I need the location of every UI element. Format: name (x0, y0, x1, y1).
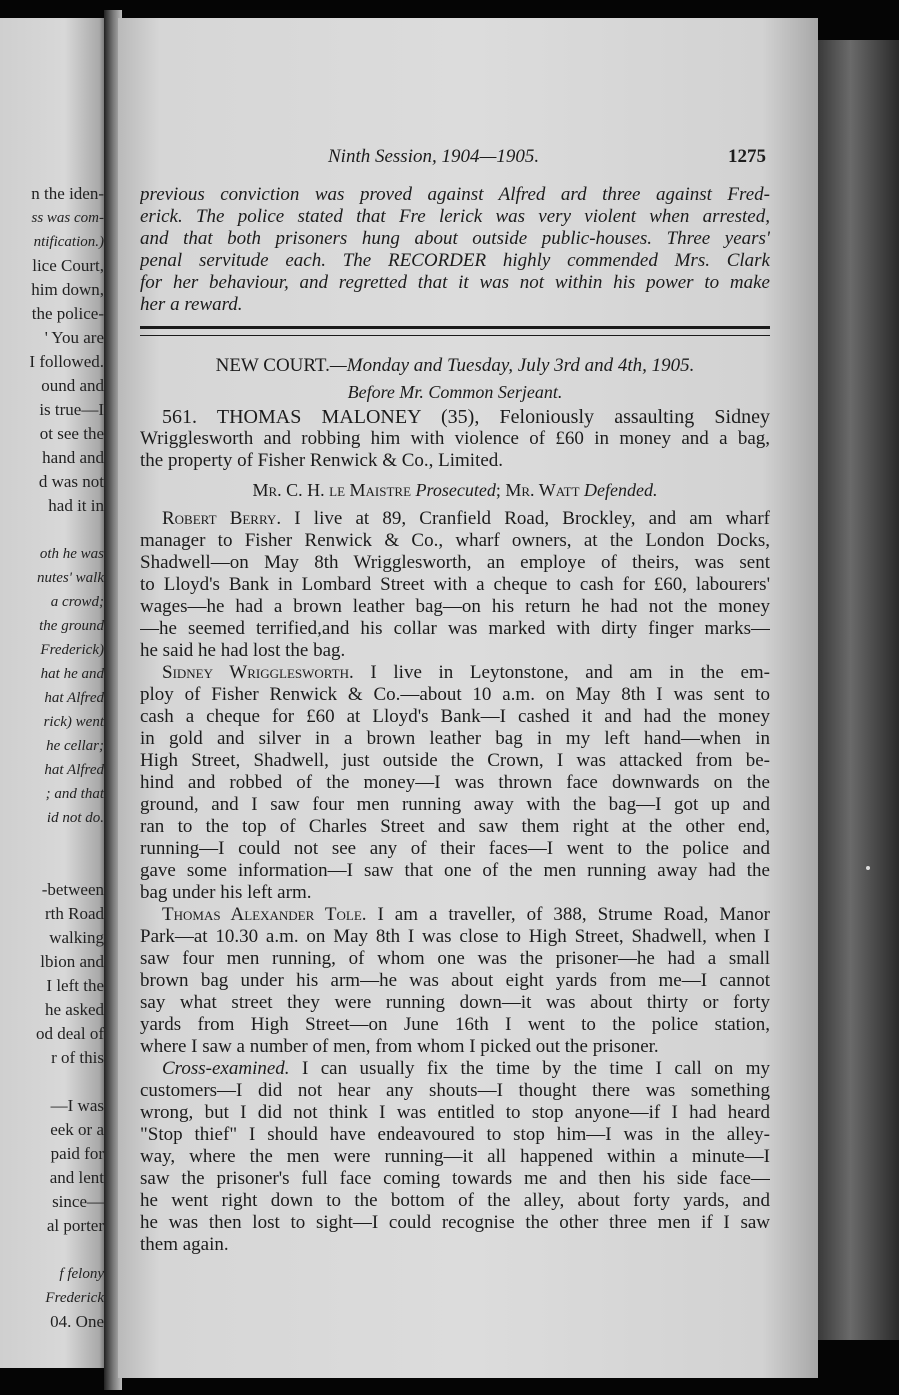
left-page-line: al porter (46, 1216, 104, 1235)
indictment-paragraph (140, 406, 770, 472)
text-line: Shadwell—on May 8th Wrigglesworth, an employe of theirs, was sent (140, 552, 770, 573)
text-line: brown bag under his arm—he was about eight yards from me—I cannot (140, 970, 770, 991)
text-line: wages—he had a brown leather bag—on his return he had not the money (140, 596, 770, 617)
page-edge-shadow (818, 40, 899, 1340)
text-line: he went right down to the bottom of the alley, about forty yards, and (140, 1190, 770, 1211)
left-facing-page (0, 18, 108, 1368)
prosecution-role: Prosecuted (415, 480, 496, 500)
left-page-line: ' You are (44, 328, 104, 347)
speaker-name: Robert Berry. (162, 508, 282, 529)
text-line: wrong, but I did not think I was entitled to stop anyone—if I had heard (140, 1102, 770, 1123)
text-line: ground, and I saw four men running away with the bag—I got up and (140, 794, 770, 815)
left-page-line: id not do. (46, 810, 104, 826)
left-page-line: hat Alfred (44, 690, 104, 706)
text-line: her a reward. (140, 294, 243, 315)
text-line: manager to Fisher Renwick & Co., wharf owners, at the London Docks, (140, 530, 770, 551)
left-page-line: hat Alfred (44, 762, 104, 778)
text-line: hind and robbed of the money—I was thrown face downwards on the (140, 772, 770, 793)
text-line: running—I could not see any of their faces—I went to the police and (140, 838, 770, 859)
text-line (140, 662, 770, 684)
left-page-line: hand and (42, 448, 104, 467)
text-line: them again. (140, 1234, 229, 1255)
left-page-line: hat he and (40, 666, 104, 682)
left-page-line: ; and that (45, 786, 104, 802)
left-page-line: him down, (31, 280, 104, 299)
speaker-name: Cross-examined. (162, 1058, 290, 1079)
court-heading (118, 354, 792, 378)
left-page-line: Frederick (45, 1290, 104, 1306)
left-page-line: is true—I (39, 400, 104, 419)
text-line: to Lloyd's Bank in Lombard Street with a cheque to cash for £60, labourers' (140, 574, 770, 595)
text-line: previous conviction was proved against Alfred ard three against Fred- (140, 184, 770, 205)
left-page-line: paid for (50, 1144, 104, 1163)
court-dates: —Monday and Tuesday, July 3rd and 4th, 1905. (329, 355, 695, 376)
left-page-line: oth he was (39, 546, 104, 562)
text-line: gave some information—I saw that one of the men running away had the (140, 860, 770, 881)
main-page (118, 18, 818, 1378)
text-line: bag under his left arm. (140, 882, 312, 903)
left-page-line: -between (41, 880, 104, 899)
text-line: he was then lost to sight—I could recognise the other three men if I saw (140, 1212, 770, 1233)
left-page-line: rick) went (43, 714, 104, 730)
left-page-line: I followed. (29, 352, 104, 371)
left-page-line: and lent (49, 1168, 104, 1187)
testimony-paragraph (140, 508, 770, 662)
testimony-paragraph (140, 662, 770, 904)
text-line (140, 904, 770, 926)
text-line: way, where the men were running—it all happened within a minute—I (140, 1146, 770, 1167)
left-page-line: f felony (59, 1266, 104, 1282)
left-page-line: od deal of (36, 1024, 104, 1043)
left-page-line: ound and (41, 376, 104, 395)
text-line: where I saw a number of men, from whom I picked out the prisoner. (140, 1036, 659, 1057)
text-line (140, 508, 770, 530)
text-line: "Stop thief" I should have endeavoured to stop him—I was in the alley- (140, 1124, 770, 1145)
speaker-name: Thomas Alexander Tole. (162, 904, 367, 925)
text-line: saw four men running, of whom one was the prisoner—he had a small (140, 948, 770, 969)
text-line: High Street, Shadwell, just outside the Crown, I was attacked from be- (140, 750, 770, 771)
left-page-line: ss was com- (31, 210, 104, 226)
left-page-line: walking (49, 928, 104, 947)
page-number: 1275 (728, 146, 766, 167)
left-page-line: the ground (39, 618, 104, 634)
counsel-line: Mr. C. H. le Maistre Prosecuted; Mr. Watt Defended. (252, 480, 658, 500)
text-line: ran to the top of Charles Street and saw them right at the other end, (140, 816, 770, 837)
left-page-line: the police- (31, 304, 104, 323)
text-line: customers—I did not hear any shouts—I thought there was something (140, 1080, 770, 1101)
testimony-text: I live at 89, Cranfield Road, Brockley, and am wharf (281, 508, 770, 529)
left-page-line: d was not (38, 472, 104, 491)
testimony-text: I am a traveller, of 388, Strume Road, Manor (366, 904, 770, 925)
left-page-line: he asked (44, 1000, 104, 1019)
left-page-line: since— (52, 1192, 104, 1211)
prosecution-counsel: Mr. C. H. le Maistre (252, 480, 412, 500)
text-line: saw the prisoner's full face coming towards me and then his side face— (140, 1168, 770, 1189)
left-page-line: nutes' walk (37, 570, 104, 586)
running-head: Ninth Session, 1904—1905. (328, 146, 540, 167)
left-page-line: eek or a (50, 1120, 104, 1139)
defence-role: Defended. (584, 480, 658, 500)
left-page-line: ot see the (39, 424, 104, 443)
court-name: NEW COURT. (215, 355, 330, 376)
text-line: he said he had lost the bag. (140, 640, 346, 661)
left-page-line: lice Court, (32, 256, 104, 275)
testimony-section (140, 508, 770, 1256)
text-line: cash a cheque for £60 at Lloyd's Bank—I cashed it and had the money (140, 706, 770, 727)
left-page-line: ntification.) (33, 234, 104, 250)
text-line: penal servitude each. The RECORDER highly commended Mrs. Clark (140, 250, 770, 271)
text-line: Wrigglesworth and robbing him with violence of £60 in money and a bag, (140, 428, 770, 449)
left-page-line: a crowd; (50, 594, 104, 610)
testimony-text: I can usually fix the time by the time I call on my (289, 1058, 770, 1079)
page-header (118, 146, 818, 170)
testimony-paragraph (140, 1058, 770, 1256)
left-page-line: 04. One (50, 1312, 104, 1331)
left-page-line: had it in (48, 496, 104, 515)
judge-line: Before Mr. Common Serjeant. (347, 382, 563, 402)
testimony-text: I live in Leytonstone, and am in the em- (353, 662, 770, 683)
text-line (140, 1058, 770, 1080)
left-page-line: I left the (46, 976, 104, 995)
left-page-line: —I was (50, 1096, 104, 1115)
section-divider (140, 326, 770, 336)
defence-counsel: Mr. Watt (505, 480, 580, 500)
speaker-name: Sidney Wrigglesworth. (162, 662, 354, 683)
left-page-line: he cellar; (46, 738, 104, 754)
left-page-line: rth Road (44, 904, 104, 923)
text-line: the property of Fisher Renwick & Co., Limited. (140, 450, 504, 471)
text-line: for her behaviour, and regretted that it was not within his power to make (140, 272, 770, 293)
left-page-line: lbion and (40, 952, 104, 971)
scan-speck (866, 866, 870, 870)
text-line: say what street they were running down—it was about thirty or forty (140, 992, 770, 1013)
left-page-line: r of this (51, 1048, 104, 1067)
text-line: 561. THOMAS MALONEY (35), Feloniously assaulting Sidney (162, 406, 770, 428)
text-line: Park—at 10.30 a.m. on May 8th I was close to High Street, Shadwell, when I (140, 926, 770, 947)
testimony-paragraph (140, 904, 770, 1058)
text-line: —he seemed terrified,and his collar was marked with dirty finger marks— (140, 618, 770, 639)
text-line: in gold and silver in a brown leather bag in my left hand—when in (140, 728, 770, 749)
left-page-line: n the iden- (31, 184, 104, 203)
left-page-line: Frederick) (40, 642, 104, 658)
text-line: erick. The police stated that Fre lerick was very violent when arrested, (140, 206, 770, 227)
text-line: and that both prisoners hung about outside public-houses. Three years' (140, 228, 770, 249)
previous-conviction-paragraph (140, 184, 770, 316)
text-line: ploy of Fisher Renwick & Co.—about 10 a.m. on May 8th I was sent to (140, 684, 770, 705)
text-line: yards from High Street—on June 16th I went to the police station, (140, 1014, 770, 1035)
